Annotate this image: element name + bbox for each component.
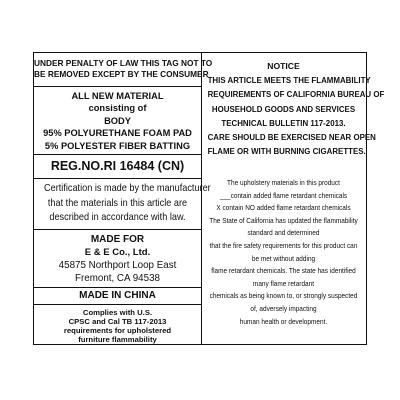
- compliance-line: Complies with U.S.: [82, 308, 153, 317]
- certification-line: described in accordance with law.: [49, 212, 186, 223]
- compliance-section: [34, 305, 201, 345]
- registration-number: REG.NO.RI 16484 (CN): [50, 159, 185, 173]
- disclosure-line: X contain NO added flame retardant chemicals: [216, 203, 351, 213]
- disclosure-line: standard and determined: [247, 228, 320, 238]
- flame-retardant-disclosure: [201, 177, 366, 345]
- notice-line: TECHNICAL BULLETIN 117-2013.: [221, 117, 346, 128]
- fill-content-1: 95% POLYURETHANE FOAM PAD: [43, 128, 192, 139]
- right-column: [201, 53, 385, 344]
- disclosure-line: be met without adding: [251, 253, 316, 263]
- address-line-2: Fremont, CA 94538: [75, 273, 160, 284]
- compliance-line: requirements for upholstered: [63, 326, 172, 335]
- made-in-country: MADE IN CHINA: [79, 290, 156, 301]
- certification-line: Certification is made by the manufacturer: [44, 183, 211, 194]
- certification-section: [34, 179, 211, 230]
- disclosure-line: that the fire safety requirements for this product can: [209, 240, 358, 250]
- warning-section: [34, 53, 213, 87]
- certification-line: that the materials in this article are: [47, 197, 188, 209]
- disclosure-line: human health or development.: [239, 316, 328, 326]
- compliance-line: CPSC and Cal TB 117-2013: [68, 317, 167, 326]
- disclosure-line: ___contain added flame retardant chemicals: [219, 190, 348, 200]
- notice-line: FLAME OR WITH BURNING CIGARETTES.: [207, 146, 366, 157]
- law-label: [33, 52, 385, 345]
- disclosure-line: The State of California has updated the flammability: [209, 215, 358, 225]
- notice-line: HOUSEHOLD GOODS AND SERVICES: [211, 103, 356, 114]
- disclosure-line: flame retardant chemicals. The state has identified: [211, 266, 356, 276]
- consisting-of: consisting of: [88, 103, 147, 114]
- reg-section: [34, 155, 201, 179]
- made-for-section: [34, 230, 201, 288]
- disclosure-line: of, adversely impacting: [250, 303, 317, 313]
- left-column: [34, 53, 213, 344]
- notice-section: [201, 53, 385, 175]
- disclosure-line: many flame retardant: [252, 278, 315, 288]
- warning-line: UNDER PENALTY OF LAW THIS TAG NOT TO: [34, 58, 213, 68]
- company-name: E & E Co., Ltd.: [84, 247, 151, 258]
- notice-line: CARE SHOULD BE EXERCISED NEAR OPEN: [207, 132, 376, 143]
- origin-section: [34, 288, 201, 305]
- compliance-line: furniture flammability: [78, 335, 157, 344]
- disclosure-line: chemicals as being known to, or strongly suspected: [209, 291, 358, 301]
- made-for-header: MADE FOR: [90, 234, 145, 245]
- notice-line: REQUIREMENTS OF CALIFORNIA BUREAU OF: [207, 89, 385, 100]
- address-line-1: 45875 Northport Loop East: [58, 260, 177, 271]
- notice-line: THIS ARTICLE MEETS THE FLAMMABILITY: [207, 75, 371, 86]
- material-section: [34, 87, 201, 155]
- warning-line: BE REMOVED EXCEPT BY THE CONSUMER: [34, 69, 209, 79]
- material-header: ALL NEW MATERIAL: [71, 91, 164, 101]
- notice-title: NOTICE: [267, 61, 300, 71]
- body-label: BODY: [104, 115, 131, 126]
- disclosure-line: The upholstery materials in this product: [227, 178, 340, 187]
- fill-content-2: 5% POLYESTER FIBER BATTING: [44, 140, 191, 151]
